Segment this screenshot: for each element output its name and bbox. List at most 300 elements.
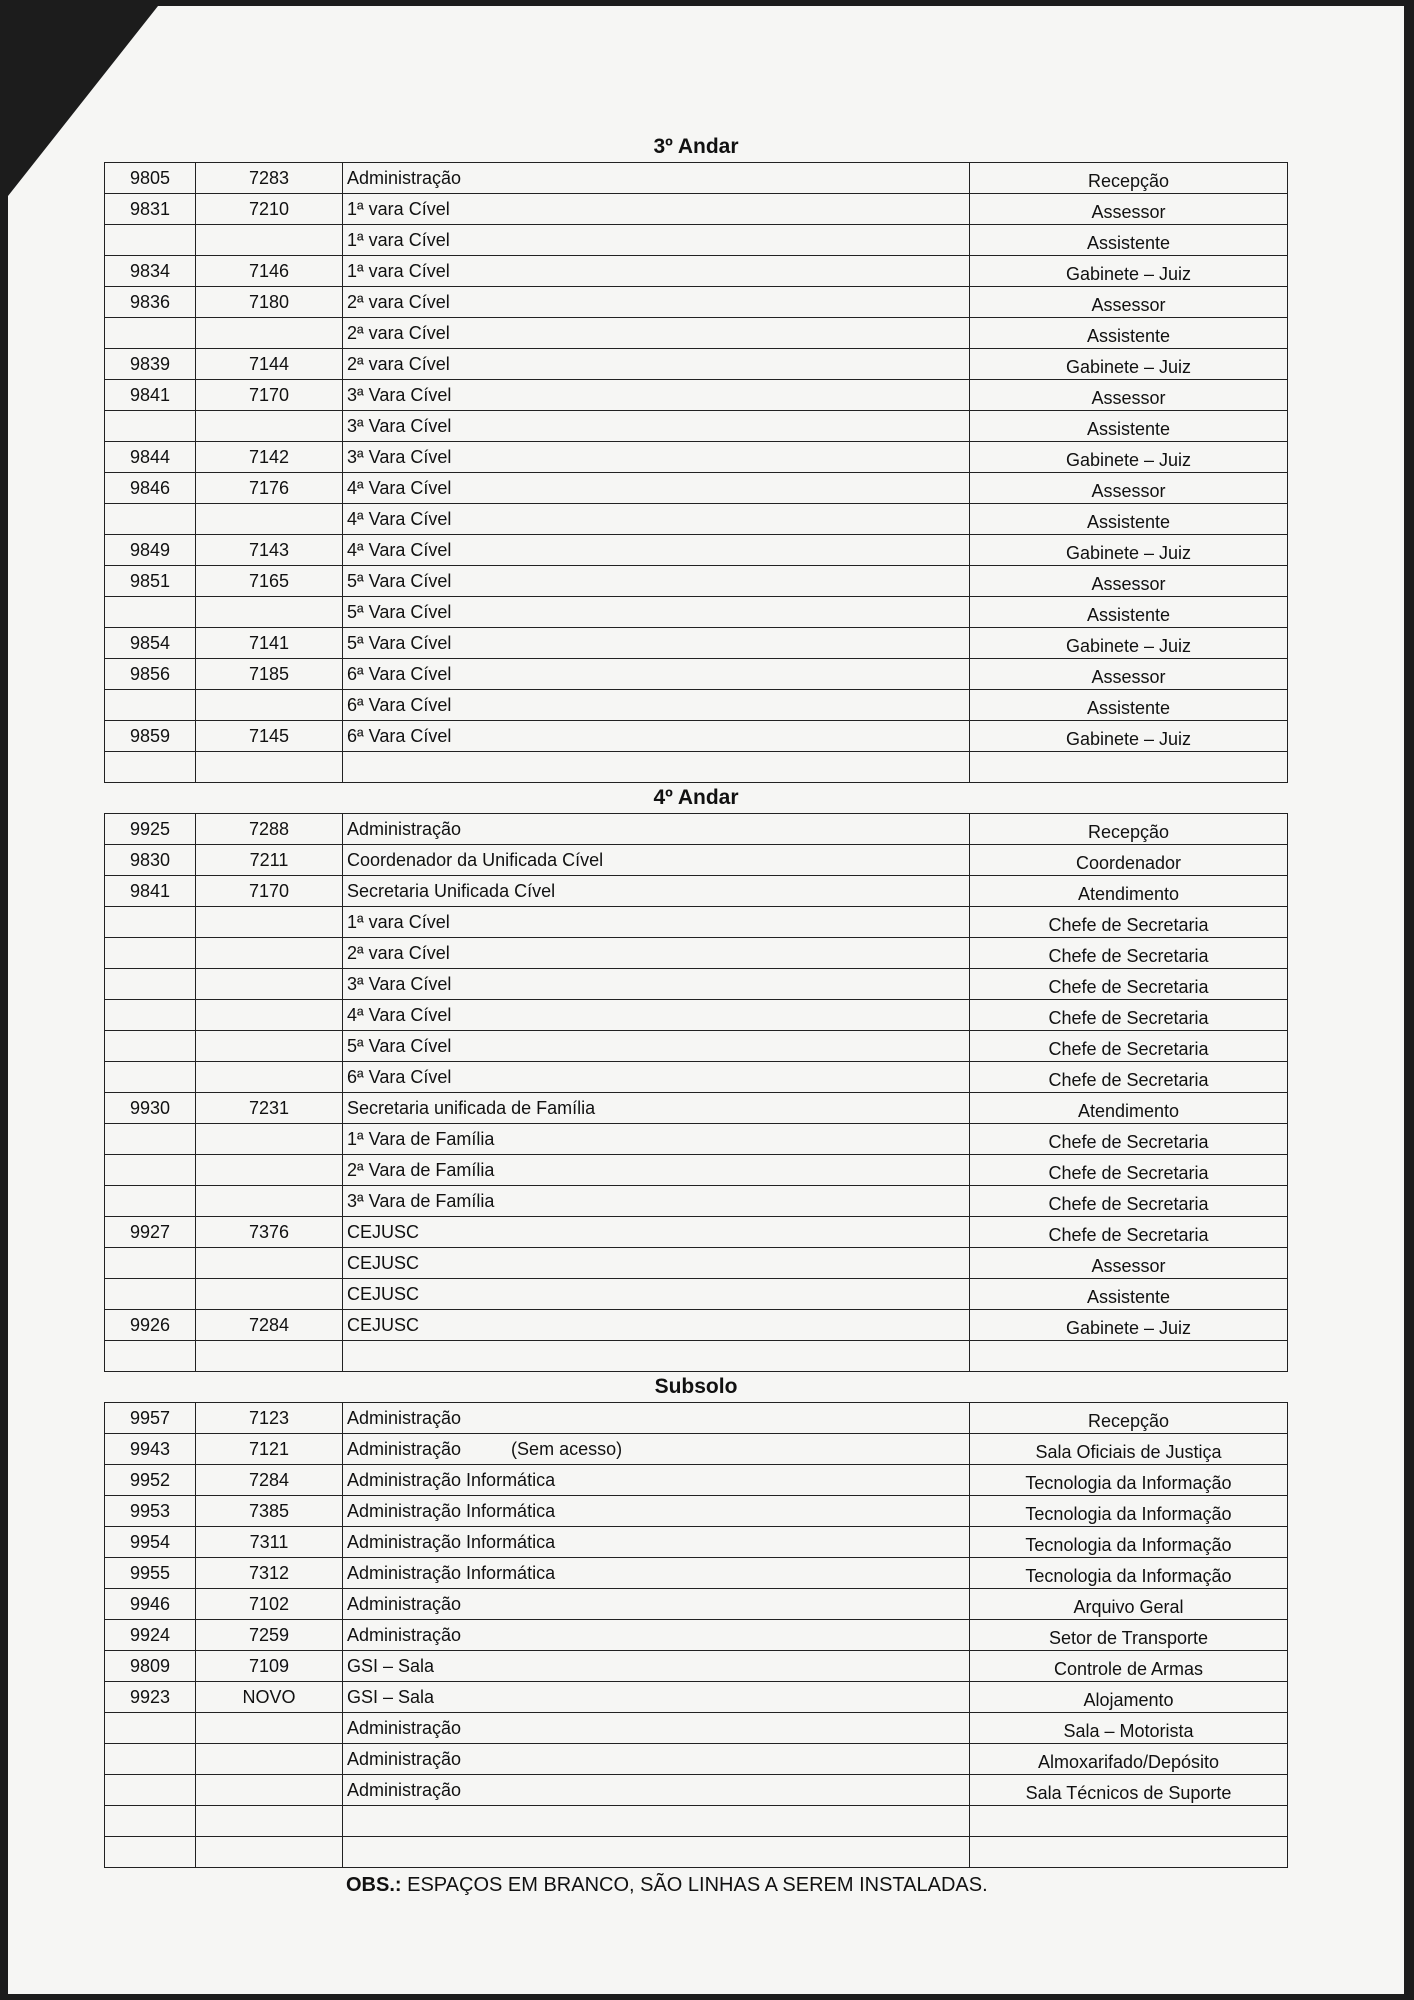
extension-cell: 9851 [105,566,196,596]
table-row [105,1403,1287,1434]
extension-cell: 9923 [105,1682,196,1712]
line-cell: 7376 [196,1217,343,1247]
table-row [105,1341,1287,1371]
line-cell [196,690,343,720]
table-row [105,1620,1287,1651]
function-cell [970,1031,1287,1061]
function-text: Tecnologia da Informação [1025,1535,1232,1555]
function-cell [970,1465,1287,1495]
table-row [105,1713,1287,1744]
function-text: Assistente [1086,1287,1171,1307]
department-cell: 3ª Vara Cível [343,380,970,410]
function-text: Atendimento [1077,1101,1180,1121]
line-cell [196,225,343,255]
extension-cell [105,1279,196,1309]
function-cell [970,907,1287,937]
function-cell [970,938,1287,968]
table-row [105,163,1287,194]
department-cell: Administração [343,1620,970,1650]
function-cell [970,1434,1287,1464]
extension-cell [105,1837,196,1867]
function-cell [970,1744,1287,1774]
function-cell [970,1620,1287,1650]
function-text: Assessor [1091,295,1166,315]
extension-cell [105,907,196,937]
line-cell [196,411,343,441]
function-cell [970,1806,1287,1836]
department-cell: 1ª vara Cível [343,194,970,224]
table-row [105,1682,1287,1713]
function-text: Assistente [1086,233,1171,253]
extension-cell: 9952 [105,1465,196,1495]
phone-extension-list [104,132,1288,1900]
table-row [105,659,1287,690]
function-text: Coordenador [1075,853,1182,873]
table-row [105,1000,1287,1031]
table-row [105,442,1287,473]
table-row [105,628,1287,659]
extension-cell: 9809 [105,1651,196,1681]
function-cell [970,473,1287,503]
table-row [105,1806,1287,1837]
table-row [105,1248,1287,1279]
function-text: Controle de Armas [1053,1659,1204,1679]
extension-cell [105,1713,196,1743]
line-cell [196,1155,343,1185]
extension-cell: 9846 [105,473,196,503]
function-cell [970,411,1287,441]
extension-cell: 9841 [105,380,196,410]
function-text: Chefe de Secretaria [1048,977,1209,997]
function-text: Atendimento [1077,884,1180,904]
function-cell [970,163,1287,193]
function-cell [970,752,1287,782]
extension-cell: 9924 [105,1620,196,1650]
line-cell: 7123 [196,1403,343,1433]
line-cell [196,1744,343,1774]
function-cell [970,1093,1287,1123]
footnote [104,1870,1288,1900]
extension-cell: 9927 [105,1217,196,1247]
department-cell: 1ª vara Cível [343,256,970,286]
table-row [105,1093,1287,1124]
extension-cell: 9834 [105,256,196,286]
function-cell [970,1279,1287,1309]
extension-cell: 9946 [105,1589,196,1619]
department-cell: 6ª Vara Cível [343,721,970,751]
function-text: Recepção [1087,171,1170,191]
department-cell: 1ª Vara de Família [343,1124,970,1154]
department-cell: 5ª Vara Cível [343,628,970,658]
table-row [105,1031,1287,1062]
footnote-label: OBS.: [346,1874,402,1896]
extension-table [104,162,1288,783]
function-cell [970,1589,1287,1619]
table-row [105,1589,1287,1620]
section-title: 3º Andar [653,135,739,158]
table-row [105,597,1287,628]
line-cell: 7165 [196,566,343,596]
line-cell: 7211 [196,845,343,875]
function-text: Tecnologia da Informação [1025,1504,1232,1524]
line-cell: 7385 [196,1496,343,1526]
table-row [105,1155,1287,1186]
extension-cell [105,504,196,534]
extension-cell [105,752,196,782]
extension-cell [105,938,196,968]
function-text: Assessor [1091,388,1166,408]
function-text: Chefe de Secretaria [1048,1225,1209,1245]
function-cell [970,969,1287,999]
function-cell [970,1217,1287,1247]
department-cell: 2ª Vara de Família [343,1155,970,1185]
extension-cell: 9859 [105,721,196,751]
function-cell [970,1155,1287,1185]
department-cell: 4ª Vara Cível [343,473,970,503]
extension-cell: 9831 [105,194,196,224]
department-cell: 6ª Vara Cível [343,690,970,720]
extension-cell: 9830 [105,845,196,875]
function-text: Assessor [1091,667,1166,687]
function-cell [970,535,1287,565]
extension-cell: 9955 [105,1558,196,1588]
extension-cell [105,1806,196,1836]
line-cell: 7210 [196,194,343,224]
function-text: Sala – Motorista [1063,1721,1194,1741]
table-row [105,1558,1287,1589]
line-cell: 7145 [196,721,343,751]
line-cell [196,752,343,782]
department-cell: 3ª Vara Cível [343,411,970,441]
function-cell [970,380,1287,410]
line-cell: 7283 [196,163,343,193]
function-text: Chefe de Secretaria [1048,915,1209,935]
department-cell: 3ª Vara de Família [343,1186,970,1216]
function-cell [970,194,1287,224]
table-row [105,380,1287,411]
line-cell [196,1062,343,1092]
department-cell: Administração [343,1713,970,1743]
extension-cell [105,969,196,999]
table-row [105,411,1287,442]
table-row [105,194,1287,225]
table-row [105,318,1287,349]
function-cell [970,1496,1287,1526]
function-text: Assessor [1091,202,1166,222]
line-cell [196,938,343,968]
line-cell: 7109 [196,1651,343,1681]
line-cell [196,1775,343,1805]
function-cell [970,1186,1287,1216]
function-text: Gabinete – Juiz [1065,1318,1192,1338]
line-cell: 7284 [196,1465,343,1495]
function-text: Assessor [1091,1256,1166,1276]
function-cell [970,876,1287,906]
line-cell [196,1031,343,1061]
function-cell [970,597,1287,627]
table-row [105,1744,1287,1775]
extension-cell [105,1248,196,1278]
extension-cell: 9836 [105,287,196,317]
table-row [105,752,1287,782]
line-cell [196,1000,343,1030]
table-row [105,1279,1287,1310]
table-row [105,1124,1287,1155]
extension-cell: 9926 [105,1310,196,1340]
section-title: Subsolo [654,1375,738,1398]
line-cell: 7146 [196,256,343,286]
function-text: Chefe de Secretaria [1048,1163,1209,1183]
department-cell: CEJUSC [343,1310,970,1340]
department-cell: 4ª Vara Cível [343,1000,970,1030]
function-cell [970,566,1287,596]
line-cell [196,1124,343,1154]
line-cell: 7170 [196,380,343,410]
department-cell [343,1837,970,1867]
department-cell: 1ª vara Cível [343,225,970,255]
department-cell [343,752,970,782]
function-text: Chefe de Secretaria [1048,1070,1209,1090]
department-cell: 2ª vara Cível [343,287,970,317]
table-row [105,287,1287,318]
line-cell [196,1186,343,1216]
function-text: Chefe de Secretaria [1048,1132,1209,1152]
function-text: Alojamento [1083,1690,1174,1710]
function-cell [970,628,1287,658]
extension-cell: 9943 [105,1434,196,1464]
function-text: Tecnologia da Informação [1025,1473,1232,1493]
department-cell [343,1806,970,1836]
department-cell: Administração Informática [343,1527,970,1557]
department-cell: CEJUSC [343,1248,970,1278]
extension-cell: 9925 [105,814,196,844]
department-cell: Administração [343,1775,970,1805]
line-cell: 7102 [196,1589,343,1619]
section-title: 4º Andar [653,786,739,809]
extension-cell [105,1744,196,1774]
function-cell [970,1248,1287,1278]
line-cell: 7170 [196,876,343,906]
department-cell: 4ª Vara Cível [343,504,970,534]
extension-cell: 9856 [105,659,196,689]
function-cell [970,845,1287,875]
function-cell [970,504,1287,534]
function-text: Chefe de Secretaria [1048,1008,1209,1028]
function-text: Gabinete – Juiz [1065,357,1192,377]
line-cell [196,1806,343,1836]
table-row [105,876,1287,907]
line-cell: 7259 [196,1620,343,1650]
function-text: Setor de Transporte [1048,1628,1209,1648]
function-cell [970,1682,1287,1712]
extension-cell [105,318,196,348]
line-cell: 7312 [196,1558,343,1588]
function-cell [970,1651,1287,1681]
function-cell [970,1713,1287,1743]
line-cell [196,504,343,534]
department-cell [343,1341,970,1371]
function-cell [970,721,1287,751]
function-text: Sala Oficiais de Justiça [1035,1442,1222,1462]
function-text: Assessor [1091,574,1166,594]
function-cell [970,659,1287,689]
function-text: Arquivo Geral [1073,1597,1184,1617]
line-cell: 7176 [196,473,343,503]
extension-cell [105,1000,196,1030]
line-cell [196,1341,343,1371]
extension-cell: 9849 [105,535,196,565]
line-cell: 7141 [196,628,343,658]
document-page [8,6,1404,1994]
extension-cell: 9844 [105,442,196,472]
department-cell: Secretaria unificada de Família [343,1093,970,1123]
function-text: Assistente [1086,512,1171,532]
extension-cell: 9930 [105,1093,196,1123]
table-row [105,1186,1287,1217]
table-row [105,1496,1287,1527]
extension-cell [105,411,196,441]
function-cell [970,1000,1287,1030]
function-cell [970,225,1287,255]
function-text: Recepção [1087,1411,1170,1431]
department-cell: GSI – Sala [343,1651,970,1681]
department-cell: 2ª vara Cível [343,938,970,968]
function-cell [970,256,1287,286]
function-cell [970,690,1287,720]
function-text: Gabinete – Juiz [1065,264,1192,284]
function-text: Assistente [1086,326,1171,346]
department-cell: 2ª vara Cível [343,318,970,348]
table-row [105,845,1287,876]
function-text: Gabinete – Juiz [1065,543,1192,563]
department-cell: Administração (Sem acesso) [343,1434,970,1464]
extension-cell [105,1186,196,1216]
line-cell [196,1248,343,1278]
extension-cell: 9839 [105,349,196,379]
department-cell: 1ª vara Cível [343,907,970,937]
function-cell [970,1558,1287,1588]
line-cell: 7288 [196,814,343,844]
line-cell: 7231 [196,1093,343,1123]
line-cell: 7284 [196,1310,343,1340]
extension-cell: 9805 [105,163,196,193]
line-cell [196,907,343,937]
department-cell: 4ª Vara Cível [343,535,970,565]
function-text: Assistente [1086,698,1171,718]
department-cell: Secretaria Unificada Cível [343,876,970,906]
table-row [105,907,1287,938]
function-text: Chefe de Secretaria [1048,946,1209,966]
table-row [105,969,1287,1000]
department-cell: 5ª Vara Cível [343,1031,970,1061]
function-cell [970,349,1287,379]
function-text: Chefe de Secretaria [1048,1194,1209,1214]
line-cell: NOVO [196,1682,343,1712]
line-cell: 7144 [196,349,343,379]
department-cell: CEJUSC [343,1279,970,1309]
department-cell: Administração [343,163,970,193]
department-cell: 5ª Vara Cível [343,597,970,627]
extension-cell: 9954 [105,1527,196,1557]
extension-cell [105,1155,196,1185]
line-cell [196,318,343,348]
function-cell [970,318,1287,348]
extension-cell: 9957 [105,1403,196,1433]
table-row [105,566,1287,597]
extension-cell [105,597,196,627]
extension-table [104,1402,1288,1868]
function-text: Assistente [1086,605,1171,625]
line-cell [196,1713,343,1743]
department-cell: Administração [343,1403,970,1433]
function-cell [970,1310,1287,1340]
line-cell [196,969,343,999]
table-row [105,504,1287,535]
table-row [105,1837,1287,1867]
function-cell [970,1775,1287,1805]
extension-cell: 9841 [105,876,196,906]
function-cell [970,1124,1287,1154]
function-text: Chefe de Secretaria [1048,1039,1209,1059]
function-text: Gabinete – Juiz [1065,450,1192,470]
department-cell: Administração [343,1744,970,1774]
function-cell [970,1837,1287,1867]
function-text: Assessor [1091,481,1166,501]
line-cell: 7311 [196,1527,343,1557]
function-cell [970,1062,1287,1092]
extension-cell [105,690,196,720]
line-cell: 7143 [196,535,343,565]
department-cell: Administração Informática [343,1465,970,1495]
function-text: Sala Técnicos de Suporte [1025,1783,1232,1803]
department-cell: Coordenador da Unificada Cível [343,845,970,875]
function-cell [970,1341,1287,1371]
line-cell [196,597,343,627]
extension-cell [105,1775,196,1805]
extension-cell [105,1341,196,1371]
function-cell [970,442,1287,472]
table-row [105,814,1287,845]
line-cell: 7185 [196,659,343,689]
function-text: Tecnologia da Informação [1025,1566,1232,1586]
table-row [105,1062,1287,1093]
department-cell: Administração [343,814,970,844]
function-text: Almoxarifado/Depósito [1037,1752,1220,1772]
department-cell: 5ª Vara Cível [343,566,970,596]
table-row [105,1527,1287,1558]
line-cell: 7142 [196,442,343,472]
extension-cell [105,225,196,255]
department-cell: GSI – Sala [343,1682,970,1712]
function-cell [970,287,1287,317]
table-row [105,721,1287,752]
footnote-text: ESPAÇOS EM BRANCO, SÃO LINHAS A SEREM INSTALADAS. [401,1874,988,1896]
extension-cell: 9854 [105,628,196,658]
department-cell: Administração Informática [343,1558,970,1588]
extension-cell [105,1062,196,1092]
function-cell [970,814,1287,844]
extension-cell [105,1124,196,1154]
table-row [105,473,1287,504]
table-row [105,1310,1287,1341]
line-cell [196,1279,343,1309]
table-row [105,690,1287,721]
function-text: Gabinete – Juiz [1065,729,1192,749]
function-text: Assistente [1086,419,1171,439]
function-cell [970,1527,1287,1557]
department-cell: 3ª Vara Cível [343,969,970,999]
department-cell: 6ª Vara Cível [343,1062,970,1092]
